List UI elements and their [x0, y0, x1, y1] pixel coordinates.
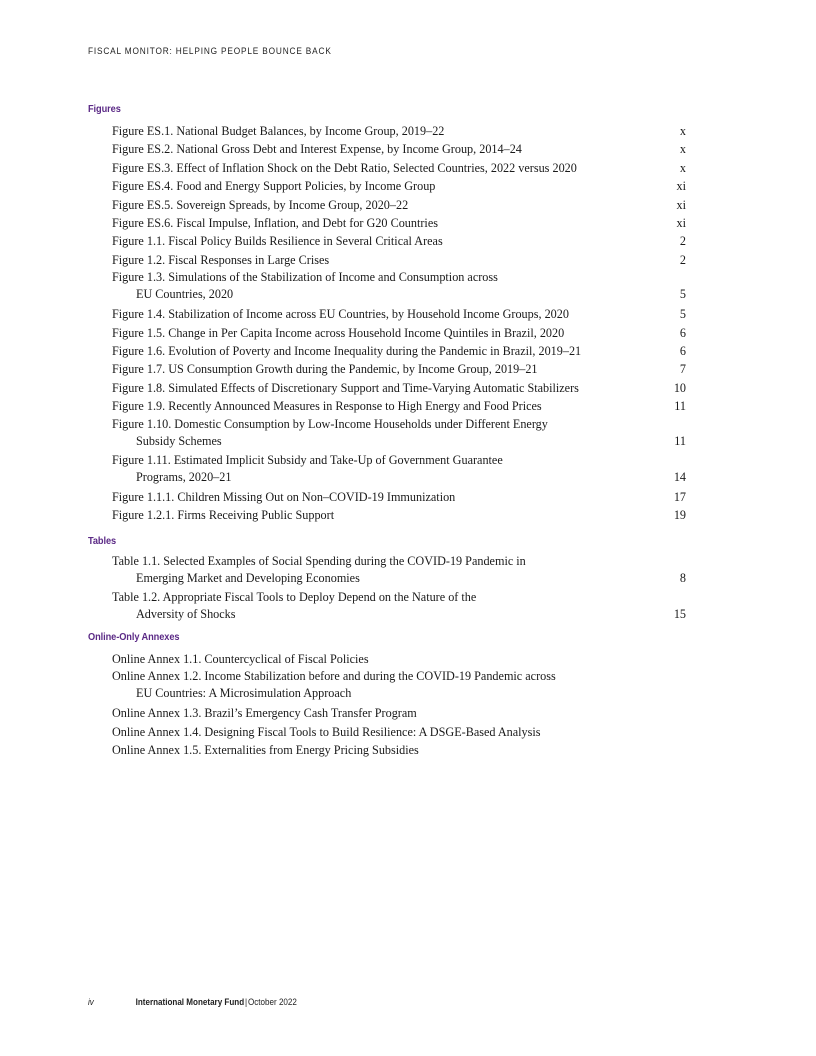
toc-entry-title — [112, 650, 688, 668]
toc-entry — [112, 324, 688, 342]
toc-entry-title — [112, 723, 688, 741]
toc-entry-title — [112, 506, 688, 524]
toc-entry-title-line: Figure 1.8. Simulated Effects of Discretionary Support and Time-Varying Automatic Stabilizers — [112, 380, 579, 395]
toc-entry-title-continuation: Programs, 2020–21 — [136, 469, 232, 484]
toc-entry-title-line: Figure 1.5. Change in Per Capita Income across Household Income Quintiles in Brazil, 2020 — [112, 325, 565, 340]
toc-entry-title-continuation: EU Countries, 2020 — [136, 287, 234, 302]
toc-entry-title-line: Online Annex 1.3. Brazil’s Emergency Cash Transfer Program — [112, 706, 417, 721]
toc-entry-title-line: Online Annex 1.5. Externalities from Energy Pricing Subsidies — [112, 743, 419, 758]
toc-entry-page: 11 — [674, 399, 686, 414]
toc-entry-title-line: Figure ES.2. National Gross Debt and Interest Expense, by Income Group, 2014–24 — [112, 142, 522, 157]
toc-entry-title — [112, 488, 688, 506]
toc-entry-title-line: Figure ES.1. National Budget Balances, by Income Group, 2019–22 — [112, 124, 445, 138]
footer-separator: | — [245, 997, 248, 1008]
toc-entry — [112, 122, 688, 140]
toc-entry-title — [112, 553, 688, 587]
toc-entry-title-line: Figure 1.10. Domestic Consumption by Low-Income Households under Different Energy — [112, 416, 548, 431]
toc-entry-page: 6 — [679, 325, 686, 340]
toc-entry-title-line: Online Annex 1.2. Income Stabilization before and during the COVID-19 Pandemic across — [112, 669, 556, 684]
toc-entry-title — [112, 668, 688, 702]
toc-entry — [112, 589, 688, 625]
toc-entry-title — [112, 379, 688, 397]
toc-entry — [112, 140, 688, 158]
toc-entry-title — [112, 360, 688, 378]
toc-entry-page: 7 — [679, 362, 686, 377]
toc-entry-title — [112, 342, 688, 360]
toc-entry-title-line: Table 1.1. Selected Examples of Social Spending during the COVID-19 Pandemic in — [112, 554, 526, 568]
toc-entry — [112, 379, 688, 397]
toc-entry-page: 19 — [673, 508, 686, 523]
toc-entry-title-line: Figure 1.7. US Consumption Growth during the Pandemic, by Income Group, 2019–21 — [112, 362, 538, 377]
toc-entry-title — [112, 177, 688, 195]
toc-entry — [112, 741, 688, 759]
toc-entry-title — [112, 741, 688, 759]
toc-entry-page: 15 — [673, 607, 686, 621]
toc-entry-title — [112, 122, 688, 140]
toc-entry-title — [112, 269, 688, 303]
toc-entry-title-line: Table 1.2. Appropriate Fiscal Tools to Deploy Depend on the Nature of the — [112, 590, 477, 604]
toc-entry-page: x — [679, 160, 686, 175]
toc-entry — [112, 251, 688, 269]
toc-entry-page: 5 — [679, 287, 686, 302]
toc-entry-page: 5 — [679, 307, 686, 322]
toc-entry-page: x — [679, 142, 686, 157]
tables-heading: Tables — [88, 535, 117, 547]
toc-entry-title — [112, 416, 688, 450]
toc-entry — [112, 668, 688, 704]
toc-entry — [112, 305, 688, 323]
toc-entry-title-line: Figure 1.3. Simulations of the Stabilization of Income and Consumption across — [112, 270, 498, 285]
toc-entry-title — [112, 305, 688, 323]
toc-entry-title-line: Figure ES.4. Food and Energy Support Policies, by Income Group — [112, 179, 436, 194]
toc-entry-title — [112, 140, 688, 158]
toc-entry-title-line: Figure 1.1.1. Children Missing Out on Non–COVID-19 Immunization — [112, 489, 456, 504]
toc-entry-page: 6 — [679, 344, 686, 359]
toc-entry-title-line: Figure ES.3. Effect of Inflation Shock on the Debt Ratio, Selected Countries, 2022 versus 2020 — [112, 160, 577, 175]
toc-entry — [112, 214, 688, 232]
toc-entry — [112, 177, 688, 195]
toc-entry — [112, 360, 688, 378]
toc-entry — [112, 506, 688, 524]
toc-entry-title — [112, 251, 688, 269]
toc-entry-title-continuation: Adversity of Shocks — [136, 607, 236, 621]
toc-entry-title-line: Figure ES.6. Fiscal Impulse, Inflation, and Debt for G20 Countries — [112, 216, 438, 231]
toc-entry-title — [112, 232, 688, 250]
toc-entry-title — [112, 397, 688, 415]
toc-entry — [112, 553, 688, 589]
toc-entry-page: 2 — [679, 252, 686, 267]
toc-entry-title-line: Figure 1.1. Fiscal Policy Builds Resilience in Several Critical Areas — [112, 234, 443, 249]
toc-entry — [112, 416, 688, 452]
toc-entry-page: xi — [676, 179, 686, 194]
toc-entry — [112, 342, 688, 360]
toc-entry — [112, 650, 688, 668]
toc-entry-title — [112, 452, 688, 486]
toc-entry — [112, 723, 688, 741]
toc-entry — [112, 232, 688, 250]
toc-entry-title-line: Figure 1.9. Recently Announced Measures in Response to High Energy and Food Prices — [112, 399, 542, 414]
toc-entry-page: xi — [676, 197, 686, 212]
toc-entry — [112, 159, 688, 177]
toc-entry — [112, 397, 688, 415]
figures-list — [112, 122, 688, 525]
toc-entry — [112, 488, 688, 506]
toc-entry-title-continuation: EU Countries: A Microsimulation Approach — [136, 686, 352, 701]
running-header: FISCAL MONITOR: HELPING PEOPLE BOUNCE BACK — [88, 46, 332, 56]
tables-list — [112, 553, 688, 625]
toc-entry-page: 8 — [679, 571, 686, 585]
toc-entry-title-line: Figure 1.2.1. Firms Receiving Public Support — [112, 508, 335, 523]
footer-page-number: iv — [88, 997, 94, 1008]
footer-date: October 2022 — [247, 997, 297, 1008]
toc-entry-title — [112, 159, 688, 177]
toc-entry-page: 14 — [673, 469, 686, 484]
toc-entry-title-line: Figure 1.6. Evolution of Poverty and Income Inequality during the Pandemic in Brazil, 2019–21 — [112, 344, 582, 359]
toc-entry-title — [112, 589, 688, 623]
toc-entry-title-line: Figure 1.2. Fiscal Responses in Large Crises — [112, 252, 330, 267]
toc-entry-title-continuation: Emerging Market and Developing Economies — [136, 571, 360, 585]
toc-entry-title-line: Figure 1.11. Estimated Implicit Subsidy and Take-Up of Government Guarantee — [112, 452, 503, 467]
toc-entry — [112, 452, 688, 488]
footer-publisher: International Monetary Fund — [135, 997, 245, 1008]
toc-entry-page: 17 — [673, 489, 686, 504]
toc-entry-title-line: Online Annex 1.4. Designing Fiscal Tools to Build Resilience: A DSGE-Based Analysis — [112, 724, 541, 739]
toc-entry-title — [112, 324, 688, 342]
toc-entry-page: 10 — [673, 380, 686, 395]
toc-entry-title-line: Figure 1.4. Stabilization of Income across EU Countries, by Household Income Groups, 2020 — [112, 307, 569, 322]
toc-entry — [112, 704, 688, 722]
toc-entry-title — [112, 704, 688, 722]
toc-entry-title-line: Figure ES.5. Sovereign Spreads, by Income Group, 2020–22 — [112, 197, 409, 212]
toc-entry-title-line: Online Annex 1.1. Countercyclical of Fiscal Policies — [112, 652, 369, 666]
page-footer — [88, 997, 297, 1008]
annexes-heading: Online-Only Annexes — [88, 631, 180, 643]
toc-entry-page: x — [679, 124, 686, 138]
toc-entry — [112, 269, 688, 305]
toc-entry — [112, 196, 688, 214]
toc-entry-page: 11 — [674, 433, 686, 448]
toc-entry-title-continuation: Subsidy Schemes — [136, 433, 222, 448]
figures-heading: Figures — [88, 103, 121, 115]
toc-entry-title — [112, 214, 688, 232]
toc-entry-title — [112, 196, 688, 214]
toc-entry-page: 2 — [679, 234, 686, 249]
annexes-list — [112, 650, 688, 760]
toc-entry-page: xi — [676, 216, 686, 231]
